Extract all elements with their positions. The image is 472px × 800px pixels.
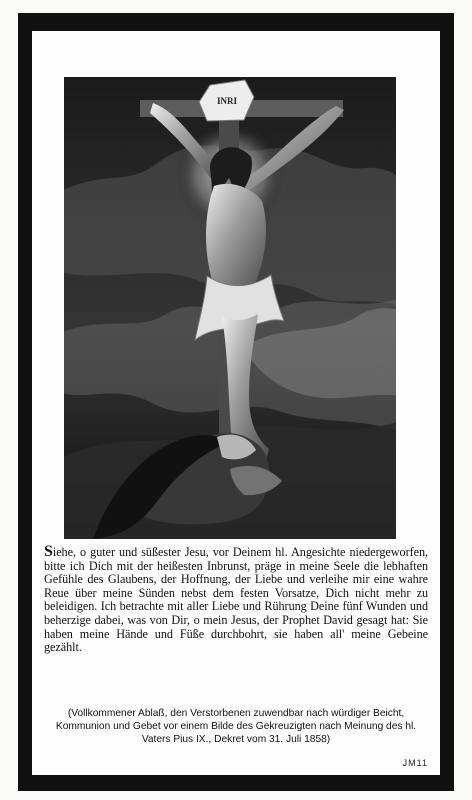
crucifixion-illustration: [64, 77, 396, 539]
prayer-text: [44, 545, 428, 655]
prayer-body: iehe, o guter und süßester Jesu, vor Deinem hl. Angesichte niedergeworfen, bitte ich Dich mit der heißesten Inbrunst, präge in meine Seele die lebhaften Gefühle des Glaubens, der Hoffnung, der Liebe und verleihe mir eine wahre Reue über meine Sünden nebst dem festen Vorsatze, Dich nicht mehr zu beleidigen. Ich betrachte mit aller Liebe und Rührung Deine fünf Wunden und beherzige dabei, was von Dir, o mein Jesus, der Prophet David gesagt hat: Sie haben meine Hände und Füße durchbohrt, sie haben all' meine Gebeine gezählt.: [44, 545, 428, 655]
torso: [206, 184, 266, 289]
crucifixion-picture: [64, 77, 396, 539]
inri-label: INRI: [216, 96, 238, 106]
prayer-initial: S: [44, 543, 53, 560]
card-mark: JM11: [402, 758, 428, 768]
indulgence-note: (Vollkommener Ablaß, den Verstorbenen zuwendbar nach würdiger Beicht, Kommunion und Gebet vor einem Bilde des Gekreuzigten nach Meinung des hl. Vaters Pius IX., Dekret vom 31. Juli 1858): [55, 708, 417, 746]
inner-card: [32, 31, 440, 775]
